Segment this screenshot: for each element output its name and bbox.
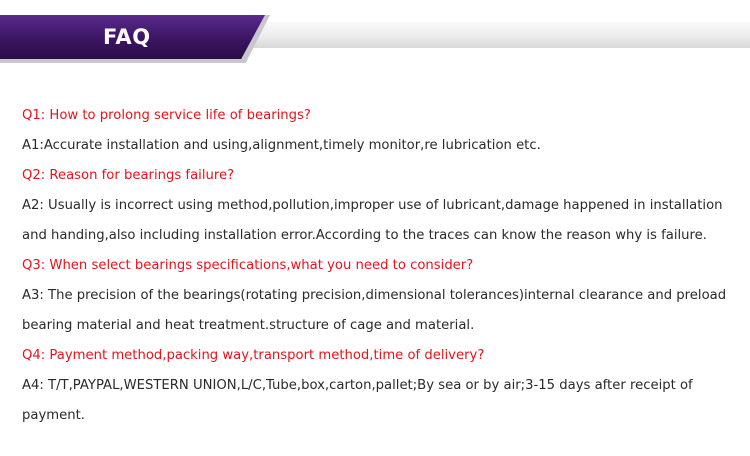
faq-question: Q4: Payment method,packing way,transport method,time of delivery? bbox=[22, 348, 485, 363]
page-title: FAQ bbox=[103, 25, 151, 49]
faq-question: Q1: How to prolong service life of bearings? bbox=[22, 108, 311, 123]
faq-answer-line: A4: T/T,PAYPAL,WESTERN UNION,L/C,Tube,box,carton,pallet;By sea or by air;3-15 days after receipt of bbox=[22, 378, 693, 393]
faq-answer-line: A3: The precision of the bearings(rotating precision,dimensional tolerances)internal clearance and preload bbox=[22, 288, 727, 303]
faq-answer-line: A1:Accurate installation and using,alignment,timely monitor,re lubrication etc. bbox=[22, 138, 541, 153]
faq-answer-line: and handing,also including installation error.According to the traces can know the reason why is failure. bbox=[22, 228, 707, 243]
faq-answer-line: A2: Usually is incorrect using method,pollution,improper use of lubricant,damage happened in installation bbox=[22, 198, 723, 213]
faq-list bbox=[22, 101, 738, 431]
faq-question: Q3: When select bearings specifications,what you need to consider? bbox=[22, 258, 474, 273]
faq-answer-line: payment. bbox=[22, 408, 85, 423]
faq-question: Q2: Reason for bearings failure? bbox=[22, 168, 235, 183]
faq-answer-line: bearing material and heat treatment.structure of cage and material. bbox=[22, 318, 475, 333]
faq-header bbox=[0, 0, 750, 64]
